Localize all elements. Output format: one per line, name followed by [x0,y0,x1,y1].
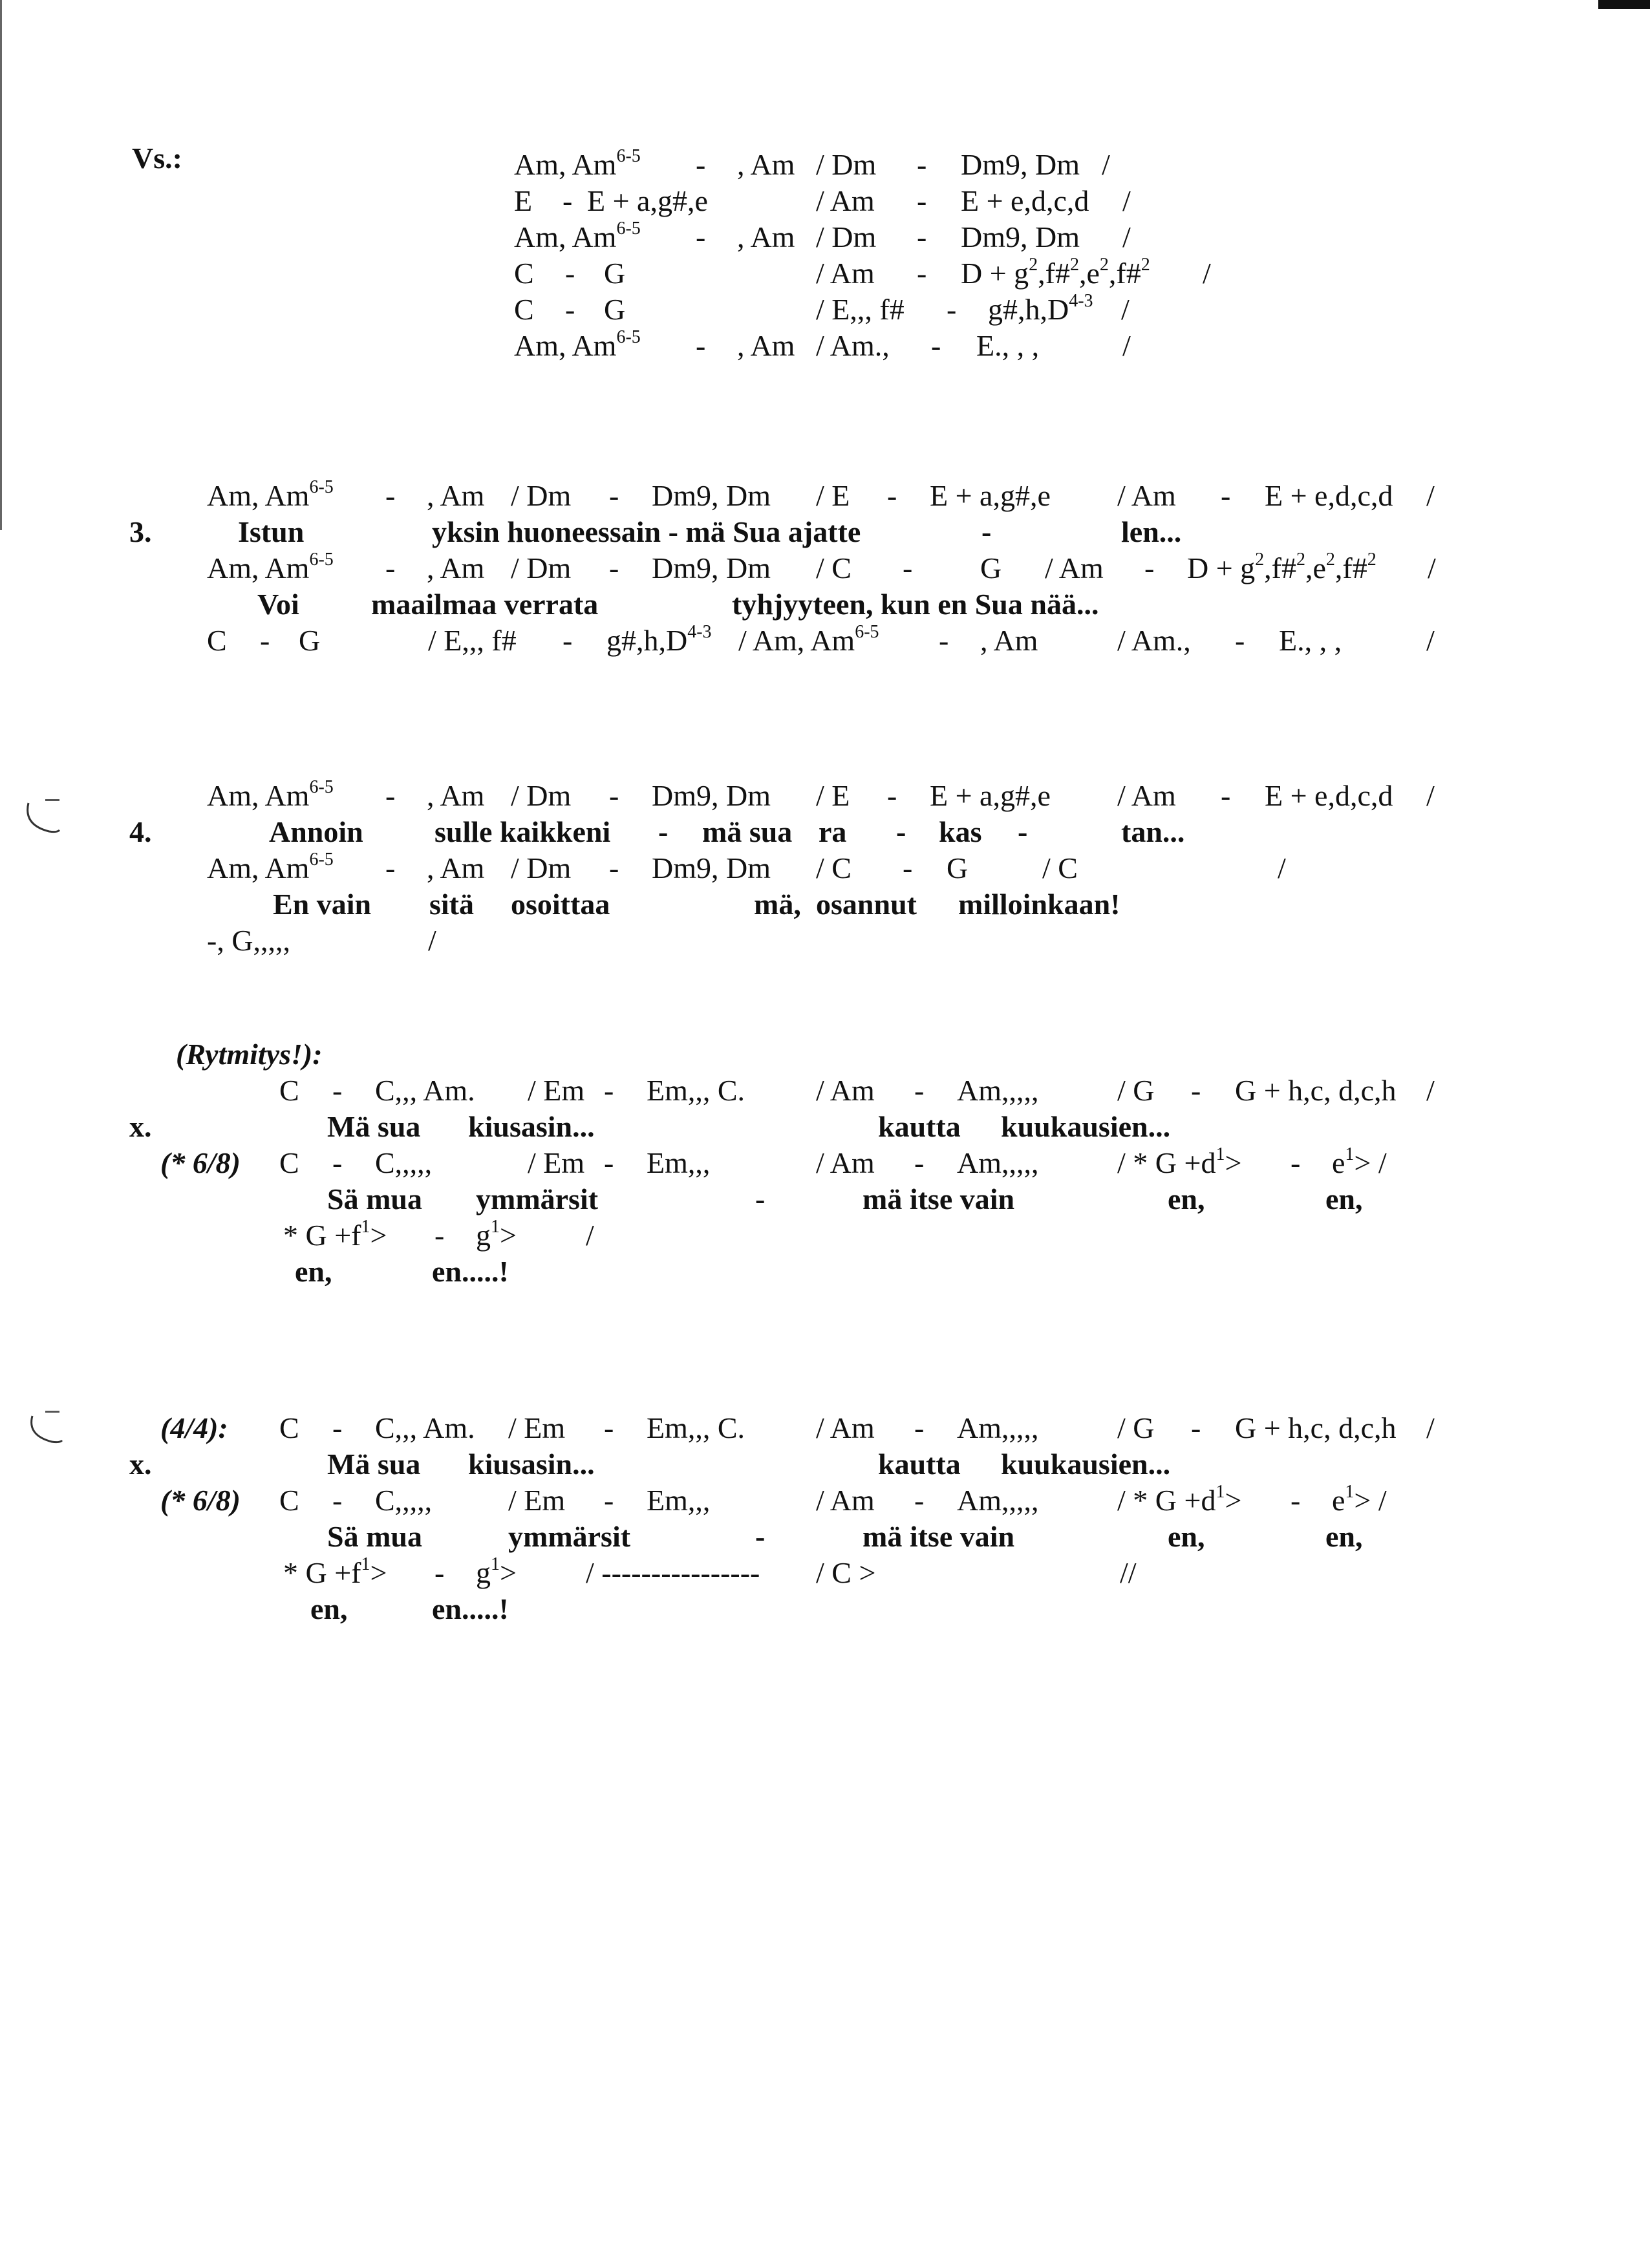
bar-line: / [1426,1074,1435,1107]
lyric: en, [1325,1520,1363,1553]
chord: / Dm [816,148,877,181]
lyric: en.....! [432,1255,509,1288]
lyric: kuukausien... [1001,1110,1171,1143]
lyric: en, [1168,1182,1205,1215]
chord-dash: - [917,184,927,217]
chord-line: $e^1>$ / [1332,1482,1387,1517]
chord: / Am., [1117,624,1191,657]
chord: C [279,1411,299,1444]
lyric: kiusasin... [468,1448,595,1481]
chord: C [279,1146,299,1179]
lyric: mä, [754,888,801,921]
chord: / C [1042,851,1078,884]
lyric: ra [819,815,847,848]
lyric: sitä [429,888,474,921]
margin-arc-mark [23,799,62,840]
chord: G [604,293,626,326]
chord-line: Am, Am$^{6-5}$ [514,219,641,253]
chord-line: * $G +f^1>$ [283,1554,387,1589]
chord-line: $g\#,h,D^{4-3}$ [988,291,1093,326]
chord: E., , , [1279,624,1342,657]
chord-dash: - [1221,779,1231,812]
bar-line-dashed: / ---------------- [586,1556,760,1589]
chord-dash: - [609,479,619,512]
chord-dash: - [1291,1146,1301,1179]
chord-dash: - [562,624,573,657]
chord: , Am [427,551,485,584]
chord: / Am., [816,329,890,362]
chord-dash: - [609,551,619,584]
chord-dash: - [1191,1411,1201,1444]
chord-dash: - [604,1146,614,1179]
lyric: Mä sua [327,1448,421,1481]
chord-dash: - [1191,1074,1201,1107]
final-bar-line: // [1120,1556,1137,1589]
chord-line: Am, Am$^{6-5}$ [207,777,334,812]
chord: / E [816,779,850,812]
chord: G [299,624,321,657]
chord-line: Am, Am$^{6-5}$ [514,327,641,362]
chord: / Am [1117,779,1176,812]
lyric: osoittaa [511,888,610,921]
chord: / E,,, f# [816,293,905,326]
bar-line: / [1122,184,1131,217]
chord: / Em [528,1146,585,1179]
chord: / E [816,479,850,512]
bar-line: / [1426,1411,1435,1444]
chord-line: $D + g^2,f\#^2,e^2,f\#^2$ [961,255,1150,290]
chord: E + a,g#,e [930,779,1051,812]
chord: G [980,551,1002,584]
lyric: kas [939,815,982,848]
chord-dash: - [609,851,619,884]
chord: Em,,, [647,1484,711,1517]
chord: / C [816,551,852,584]
bar-line: / [428,924,436,957]
chord: Dm9, Dm [652,551,771,584]
lyric: kiusasin... [468,1110,595,1143]
chord-dash: - [385,479,396,512]
lyric: - [981,515,992,548]
chord: Am,,,,, [957,1074,1039,1107]
chord-dash: - [332,1411,343,1444]
chord-line: Am, Am$^{6-5}$ [207,550,334,584]
bar-line: / [586,1219,594,1252]
lyric: Annoin [269,815,363,848]
lyric: tan... [1121,815,1185,848]
chord-dash: - [1144,551,1155,584]
verse-label-vs: Vs.: [132,142,182,175]
scan-border-top-right [1598,0,1650,9]
chord: / Dm [511,479,572,512]
chord: E + a,g#,e [930,479,1051,512]
chord: E + e,d,c,d [1265,779,1393,812]
chord: / Dm [511,551,572,584]
lyric: - [658,815,669,848]
chord-dash: - [332,1484,343,1517]
lyric: mä itse vain [862,1520,1015,1553]
chord: G + h,c, d,c,h [1235,1074,1397,1107]
chord: Dm9, Dm [652,851,771,884]
chord-dash: - [1291,1484,1301,1517]
chord: / Am [1117,479,1176,512]
lyric: Sä mua [327,1182,422,1215]
chord-dash: - [604,1074,614,1107]
lyric: Sä mua [327,1520,422,1553]
margin-arc-mark [26,1411,65,1452]
chord: / Dm [511,779,572,812]
chord-dash: - [332,1146,343,1179]
chord: Am,,,,, [957,1411,1039,1444]
chord-line: * $G +f^1>$ [283,1217,387,1252]
chord-dash: - [887,479,897,512]
lyric: mä sua [702,815,793,848]
scan-border-left [0,0,2,530]
meter-label: (4/4): [160,1411,228,1444]
lyric: kautta [878,1110,961,1143]
lyric: en, [310,1592,348,1625]
chord-dash: - [917,148,927,181]
chord: / E,,, f# [428,624,517,657]
chord-dash: - [914,1146,925,1179]
chord: / Em [508,1411,566,1444]
chord-dash: - [434,1219,445,1252]
chord-line: $e^1>$ / [1332,1144,1387,1179]
meter-label: (* 6/8) [160,1146,241,1179]
chord-dash: - [903,851,913,884]
chord-line: / Am, Am$^{6-5}$ [738,622,879,657]
chord-dash: - [917,257,927,290]
chord: Em,,, C. [647,1411,745,1444]
lyric: en.....! [432,1592,509,1625]
chord: , Am [427,851,485,884]
bar-line: / [1428,551,1436,584]
chord: Em,,, C. [647,1074,745,1107]
bar-line: / [1426,779,1435,812]
chord: / Em [508,1484,566,1517]
chord-line: / * $G +d^1>$ [1117,1144,1242,1179]
section-marker-x: x. [129,1448,152,1481]
chord-dash: - [604,1484,614,1517]
chord-dash: - [565,293,575,326]
chord-line: $g^1>$ [476,1217,517,1252]
chord-line: / * $G +d^1>$ [1117,1482,1242,1517]
lyric: - [755,1182,766,1215]
chord: E + e,d,c,d [1265,479,1393,512]
chord-dash: - [260,624,270,657]
chord-dash: - [604,1411,614,1444]
bar-line: / [1278,851,1286,884]
chord: Dm9, Dm [652,779,771,812]
verse-number-4: 4. [129,815,152,848]
chord: , Am [737,148,795,181]
chord: , Am [427,479,485,512]
chord: / Dm [511,851,572,884]
section-heading: (Rytmitys!): [176,1038,323,1071]
chord: C,,, Am. [375,1074,475,1107]
lyric: Voi [257,588,299,621]
lyric: - [755,1520,766,1553]
lyric: sulle kaikkeni [434,815,611,848]
chord: / Am [816,1146,875,1179]
chord-dash: - [434,1556,445,1589]
chord-dash: - [385,551,396,584]
chord: / Am [816,1411,875,1444]
bar-line: / [1121,293,1130,326]
bar-line: / [1122,220,1131,253]
chord: G [604,257,626,290]
lyric: ymmärsit [508,1520,631,1553]
chord-dash: - [931,329,941,362]
chord: , Am [427,779,485,812]
bar-line: / [1102,148,1110,181]
meter-label: (* 6/8) [160,1484,241,1517]
chord-line: $g^1>$ [476,1554,517,1589]
lyric: mä itse vain [862,1182,1015,1215]
lyric: osannut [816,888,917,921]
chord-dash: - [609,779,619,812]
chord: E + a,g#,e [587,184,708,217]
lyric: - [896,815,906,848]
lyric: kautta [878,1448,961,1481]
chord: / Dm [816,220,877,253]
chord-dash: - [1221,479,1231,512]
chord: E., , , [976,329,1040,362]
margin-tick-mark [45,799,59,801]
chord: C [514,257,534,290]
chord-dash: - [914,1074,925,1107]
lyric: maailmaa verrata [371,588,599,621]
lyric: tyhjyyteen, kun en Sua nää... [732,588,1099,621]
bar-line: / [1122,329,1131,362]
chord: / G [1117,1411,1155,1444]
chord: / Am [816,1484,875,1517]
chord-dash: - [887,779,897,812]
chord-line: Am, Am$^{6-5}$ [514,146,641,181]
chord: G [947,851,969,884]
lyric: Mä sua [327,1110,421,1143]
chord-dash: - [917,220,927,253]
chord: Em,,, [647,1146,711,1179]
chord-dash: - [696,329,706,362]
chord-dash: - [947,293,957,326]
chord-dash: - [914,1484,925,1517]
chord: / C > [816,1556,876,1589]
verse-number-3: 3. [129,515,152,548]
chord: C,,, Am. [375,1411,475,1444]
chord: C [514,293,534,326]
bar-line: / [1426,479,1435,512]
chord: C [279,1074,299,1107]
section-marker-x: x. [129,1110,152,1143]
margin-tick-mark [45,1411,59,1413]
chord: Am,,,,, [957,1146,1039,1179]
chord: / Em [528,1074,585,1107]
lyric: Istun [238,515,305,548]
chord: / C [816,851,852,884]
chord-line: $D + g^2,f\#^2,e^2,f\#^2$ [1187,550,1377,584]
chord: C [207,624,227,657]
lyric: en, [1325,1182,1363,1215]
chord: / Am [816,184,875,217]
chord-dash: - [903,551,913,584]
lyric: en, [295,1255,332,1288]
chord: E + e,d,c,d [961,184,1089,217]
lyric: en, [1168,1520,1205,1553]
lyric: milloinkaan! [958,888,1120,921]
chord: Dm9, Dm [961,148,1080,181]
chord-dash: - [696,220,706,253]
chord: , Am [980,624,1038,657]
chord: -, G,,,,, [207,924,291,957]
chord-dash: - [696,148,706,181]
lyric: - [1018,815,1028,848]
lyric: len... [1121,515,1182,548]
bar-line: / [1426,624,1435,657]
chord-dash: - [939,624,949,657]
chord-dash: - [914,1411,925,1444]
chord: / G [1117,1074,1155,1107]
chord-dash: - [1235,624,1245,657]
chord: E [514,184,533,217]
chord-dash: - [565,257,575,290]
chord: C [279,1484,299,1517]
chord-dash: - [385,851,396,884]
chord: , Am [737,220,795,253]
chord: C,,,,, [375,1146,433,1179]
chord-line: Am, Am$^{6-5}$ [207,477,334,512]
chord: G + h,c, d,c,h [1235,1411,1397,1444]
chord: / Am [1045,551,1104,584]
chord: Am,,,,, [957,1484,1039,1517]
chord-dash: - [385,779,396,812]
chord: / Am [816,1074,875,1107]
chord: , Am [737,329,795,362]
chord-line: $g\#,h,D^{4-3}$ [606,622,712,657]
lyric: yksin huoneessain - mä Sua ajatte [432,515,861,548]
chord-dash: - [562,184,573,217]
lyric: kuukausien... [1001,1448,1171,1481]
chord: / Am [816,257,875,290]
lyric: En vain [273,888,372,921]
chord-line: Am, Am$^{6-5}$ [207,850,334,884]
chord: C,,,,, [375,1484,433,1517]
bar-line: / [1203,257,1211,290]
lyric: ymmärsit [476,1182,599,1215]
chord: Dm9, Dm [652,479,771,512]
chord-dash: - [332,1074,343,1107]
chord: Dm9, Dm [961,220,1080,253]
